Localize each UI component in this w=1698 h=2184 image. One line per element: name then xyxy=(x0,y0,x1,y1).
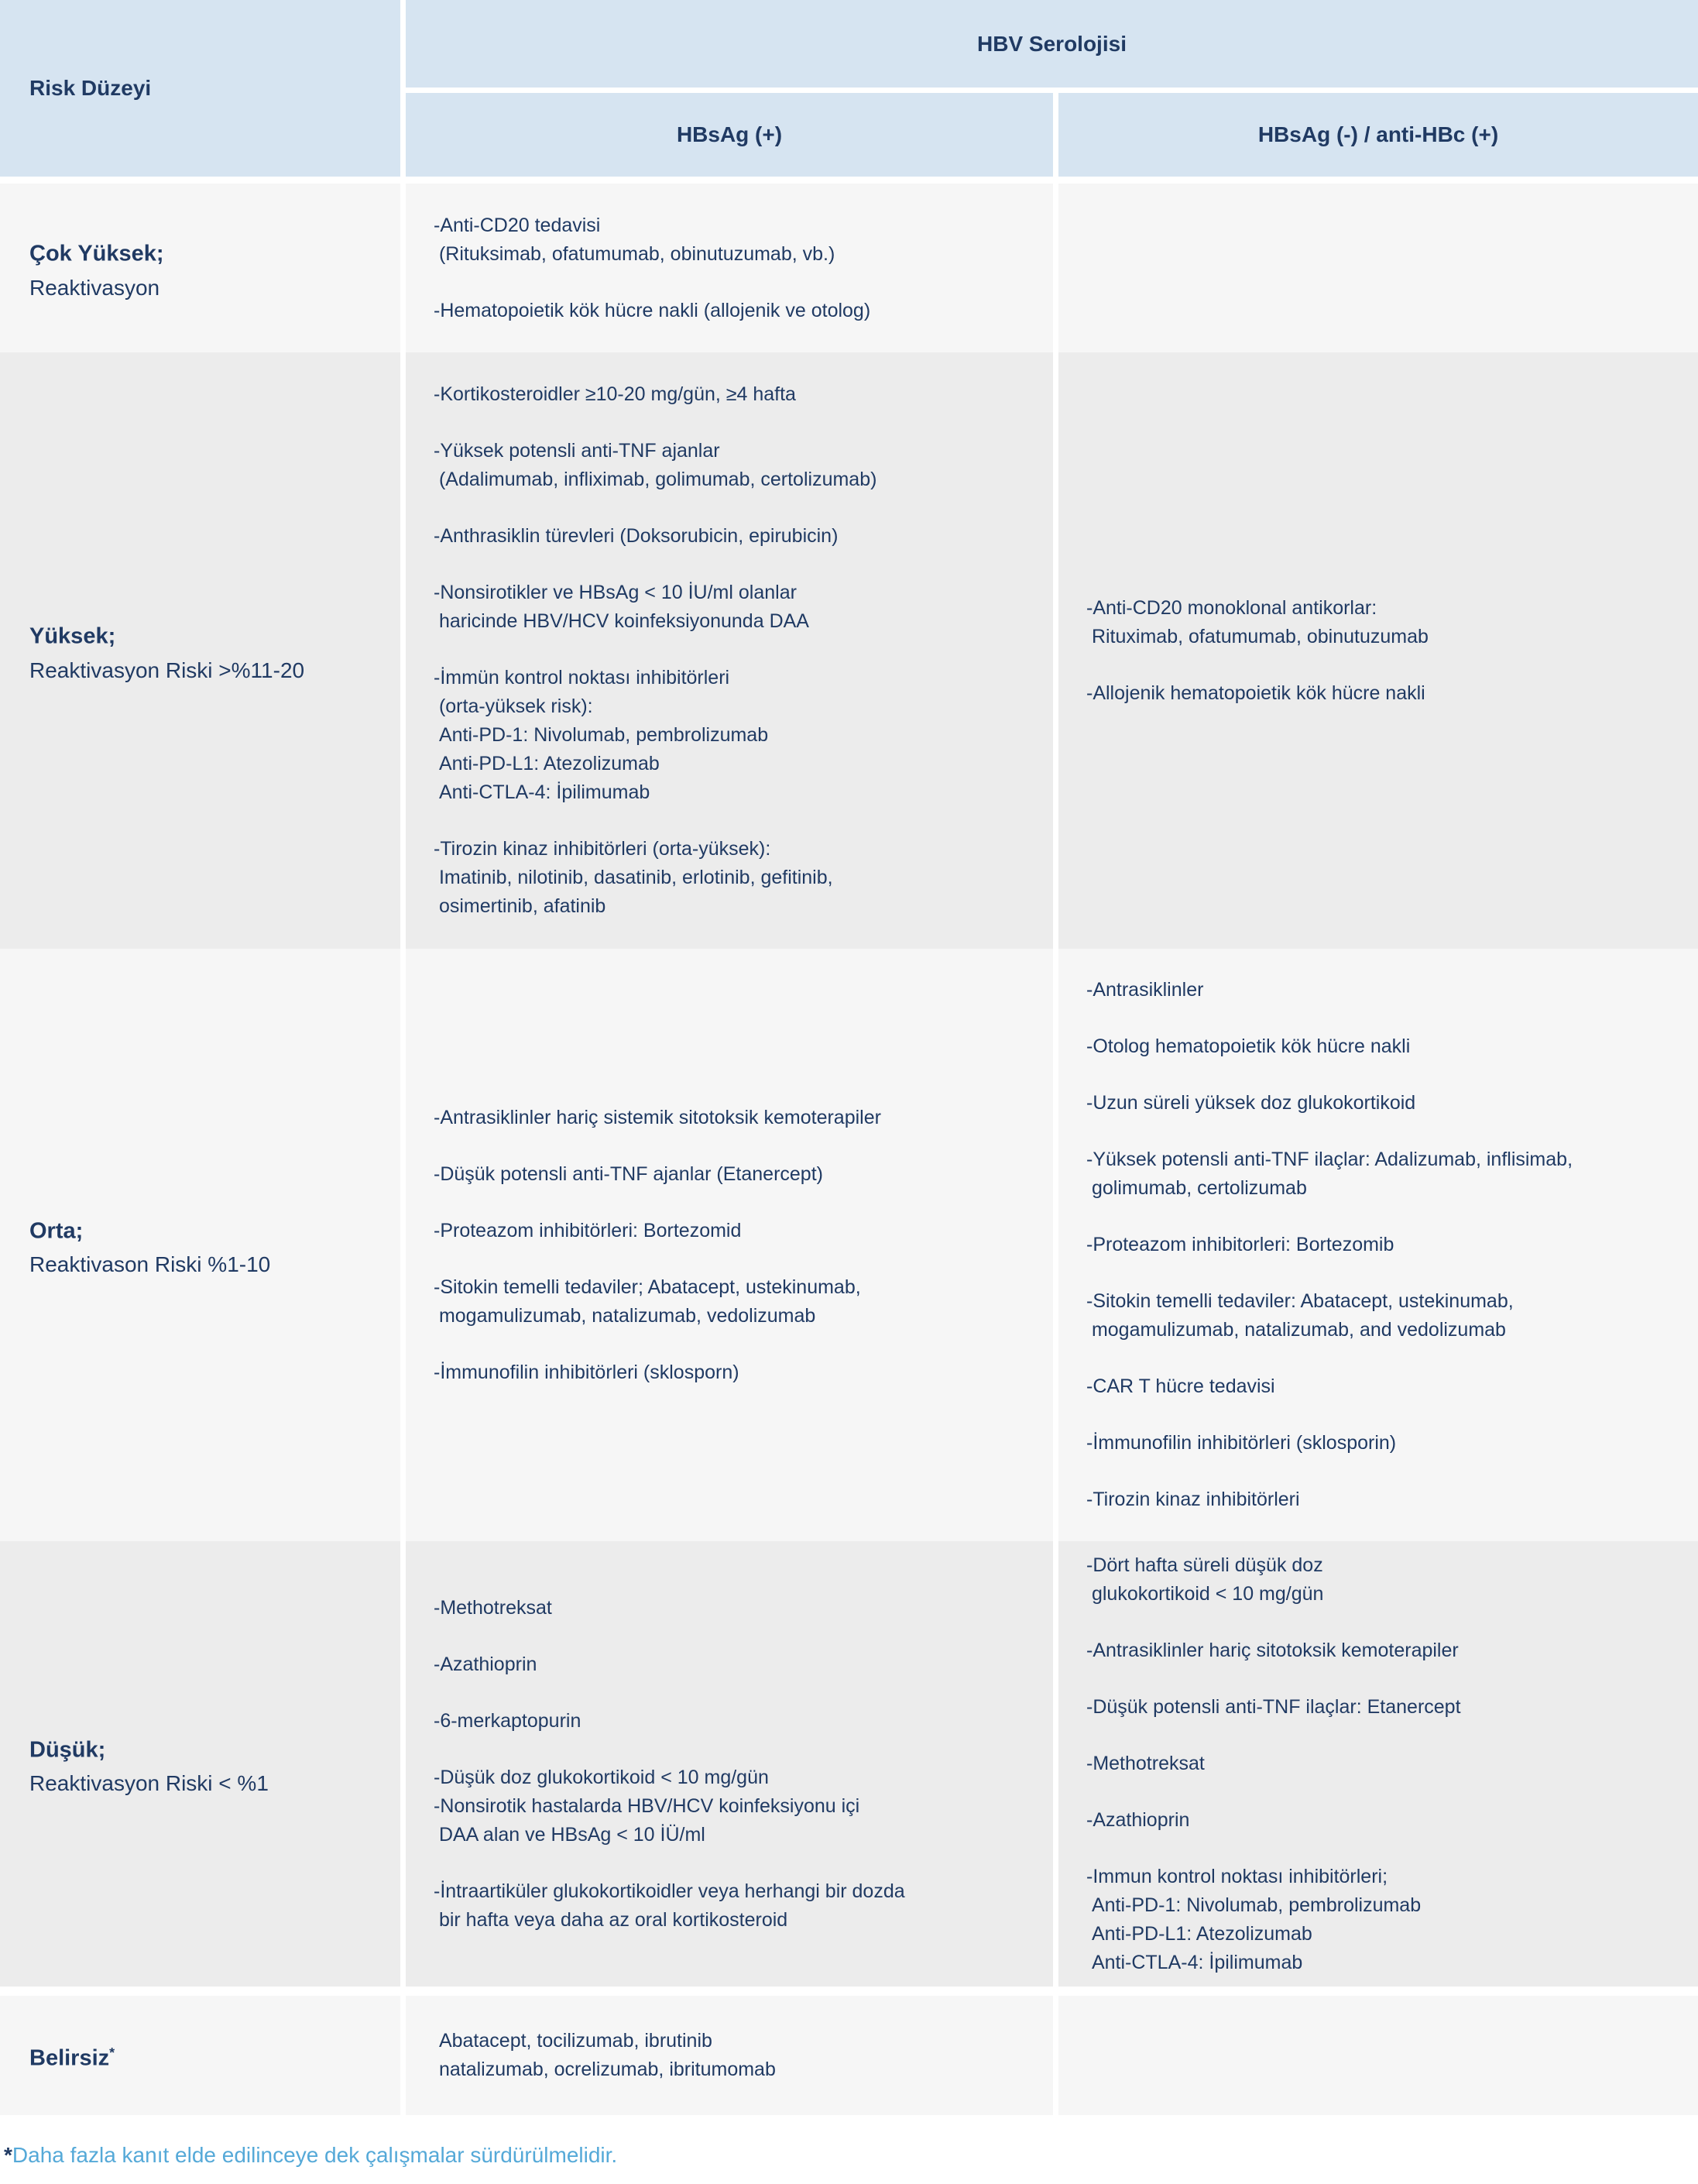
risk-level-detail: Reaktivasyon xyxy=(29,275,160,300)
treatment-item: -Dört hafta süreli düşük doz glukokortikoid < 10 mg/gün xyxy=(1086,1554,1324,1605)
treatment-item: Abatacept, tocilizumab, ibrutinib natalizumab, ocrelizumab, ibritumomab xyxy=(434,2030,776,2080)
treatment-item: -CAR T hücre tedavisi xyxy=(1086,1375,1275,1397)
risk-level-name: Orta; xyxy=(29,1218,84,1244)
treatment-item: -Azathioprin xyxy=(434,1653,537,1675)
treatment-item: -Yüksek potensli anti-TNF ilaçlar: Adalizumab, inflisimab, golimumab, certolizumab xyxy=(1086,1149,1573,1199)
risk-cell-very-high xyxy=(0,184,400,352)
treatments-high-negative xyxy=(1058,352,1698,949)
header-hbsag-negative-label: HBsAg (-) / anti-HBc (+) xyxy=(1257,122,1499,146)
treatment-item: -Methotreksat xyxy=(1086,1752,1205,1774)
treatment-item: -Düşük potensli anti-TNF ilaçlar: Etanercept xyxy=(1086,1695,1461,1718)
header-hbv-serology xyxy=(406,0,1698,88)
treatment-item: -Antrasiklinler hariç sistemik sitotoksik kemoterapiler xyxy=(434,1106,881,1128)
treatments-moderate-positive xyxy=(406,949,1053,1541)
risk-level-detail: Reaktivason Riski %1-10 xyxy=(29,1252,271,1277)
treatments-uncertain-negative xyxy=(1058,1996,1698,2115)
treatment-item: -Methotreksat xyxy=(434,1596,552,1619)
treatment-item: -İmmunofilin inhibitörleri (sklosporin) xyxy=(1086,1432,1397,1454)
treatments-low-positive xyxy=(406,1541,1053,1987)
header-hbv-serology-label: HBV Serolojisi xyxy=(977,31,1127,56)
treatment-item: -Proteazom inhibitorleri: Bortezomib xyxy=(1086,1234,1394,1255)
treatment-item: -Tirozin kinaz inhibitörleri xyxy=(1086,1489,1300,1510)
treatment-item: -İntraartiküler glukokortikoidler veya herhangi bir dozda bir hafta veya daha az oral kortikosteroid xyxy=(434,1880,905,1931)
treatment-item: -Hematopoietik kök hücre nakli (allojenik ve otolog) xyxy=(434,299,871,321)
treatments-high-positive xyxy=(406,352,1053,949)
treatment-item: -Yüksek potensli anti-TNF ajanlar (Adalimumab, infliximab, golimumab, certolizumab) xyxy=(434,440,877,490)
treatment-item: -Sitokin temelli tedaviler: Abatacept, ustekinumab, mogamulizumab, natalizumab, and vedolizumab xyxy=(1086,1290,1514,1341)
treatments-moderate-negative xyxy=(1058,949,1698,1541)
treatment-item: -Antrasiklinler hariç sitotoksik kemoterapiler xyxy=(1086,1639,1459,1661)
footnote-text: Daha fazla kanıt elde edilinceye dek çalışmalar sürdürülmelidir. xyxy=(12,2143,618,2167)
treatment-item: -6-merkaptopurin xyxy=(434,1709,581,1732)
header-hbsag-negative xyxy=(1058,93,1698,177)
treatment-item: -Anti-CD20 tedavisi (Rituksimab, ofatumumab, obinutuzumab, vb.) xyxy=(434,214,835,265)
risk-level-name: Yüksek; xyxy=(29,623,116,649)
treatment-item: -Sitokin temelli tedaviler; Abatacept, ustekinumab, mogamulizumab, natalizumab, vedolizumab xyxy=(434,1276,861,1327)
treatment-item: -Uzun süreli yüksek doz glukokortikoid xyxy=(1086,1092,1416,1114)
risk-cell-moderate xyxy=(0,949,400,1541)
treatment-item: -Antrasiklinler xyxy=(1086,979,1204,1001)
risk-level-name: Çok Yüksek; xyxy=(29,241,164,266)
treatment-item: -İmmunofilin inhibitörleri (sklosporn) xyxy=(434,1361,739,1383)
treatment-item: -Proteazom inhibitörleri: Bortezomid xyxy=(434,1219,742,1241)
treatments-uncertain-positive xyxy=(406,1996,1053,2115)
risk-level-detail: Reaktivasyon Riski >%11-20 xyxy=(29,658,305,682)
treatment-item: -Tirozin kinaz inhibitörleri (orta-yüksek): Imatinib, nilotinib, dasatinib, erlotinib, gefitinib, osimertinib, afatinib xyxy=(434,838,833,917)
risk-level-name: Düşük; xyxy=(29,1737,106,1763)
treatment-item: -İmmün kontrol noktası inhibitörleri (orta-yüksek risk): Anti-PD-1: Nivolumab, pembrolizumab Anti-PD-L1: Atezolizumab Anti-CTLA-4: İpilimumab xyxy=(434,667,769,803)
treatment-item: -Anti-CD20 monoklonal antikorlar: Rituximab, ofatumumab, obinutuzumab xyxy=(1086,596,1429,647)
treatment-item: -Anthrasiklin türevleri (Doksorubicin, epirubicin) xyxy=(434,525,839,547)
header-risk-level-label: Risk Düzeyi xyxy=(29,76,152,100)
header-hbsag-positive xyxy=(406,93,1053,177)
risk-level-name: Belirsiz* xyxy=(29,2045,115,2071)
treatment-item: -Immun kontrol noktası inhibitörleri; Anti-PD-1: Nivolumab, pembrolizumab Anti-PD-L1: Atezolizumab Anti-CTLA-4: İpilimumab xyxy=(1086,1865,1422,1973)
header-risk-level xyxy=(0,0,400,177)
risk-cell-uncertain xyxy=(0,1996,400,2115)
treatment-item: -Otolog hematopoietik kök hücre nakli xyxy=(1086,1035,1411,1057)
footnote xyxy=(0,2143,1698,2168)
header-hbsag-positive-label: HBsAg (+) xyxy=(676,122,783,146)
treatment-item: -Düşük potensli anti-TNF ajanlar (Etanercept) xyxy=(434,1162,823,1185)
risk-level-detail: Reaktivasyon Riski < %1 xyxy=(29,1771,269,1796)
uncertain-asterisk: * xyxy=(109,2045,115,2061)
treatment-item: -Nonsirotikler ve HBsAg < 10 İU/ml olanlar haricinde HBV/HCV koinfeksiyonunda DAA xyxy=(434,582,809,632)
footnote-asterisk: * xyxy=(4,2143,12,2167)
risk-cell-low xyxy=(0,1541,400,1987)
treatment-item: -Azathioprin xyxy=(1086,1808,1190,1831)
treatment-item: -Allojenik hematopoietik kök hücre nakli xyxy=(1086,682,1425,704)
treatment-item: -Düşük doz glukokortikoid < 10 mg/gün -Nonsirotik hastalarda HBV/HCV koinfeksiyonu içi DAA alan ve HBsAg < 10 İÜ/ml xyxy=(434,1766,860,1846)
treatments-very-high-positive xyxy=(406,184,1053,352)
risk-cell-high xyxy=(0,352,400,949)
treatments-very-high-negative xyxy=(1058,184,1698,352)
treatment-item: -Kortikosteroidler ≥10-20 mg/gün, ≥4 hafta xyxy=(434,383,796,405)
treatments-low-negative xyxy=(1058,1541,1698,1987)
